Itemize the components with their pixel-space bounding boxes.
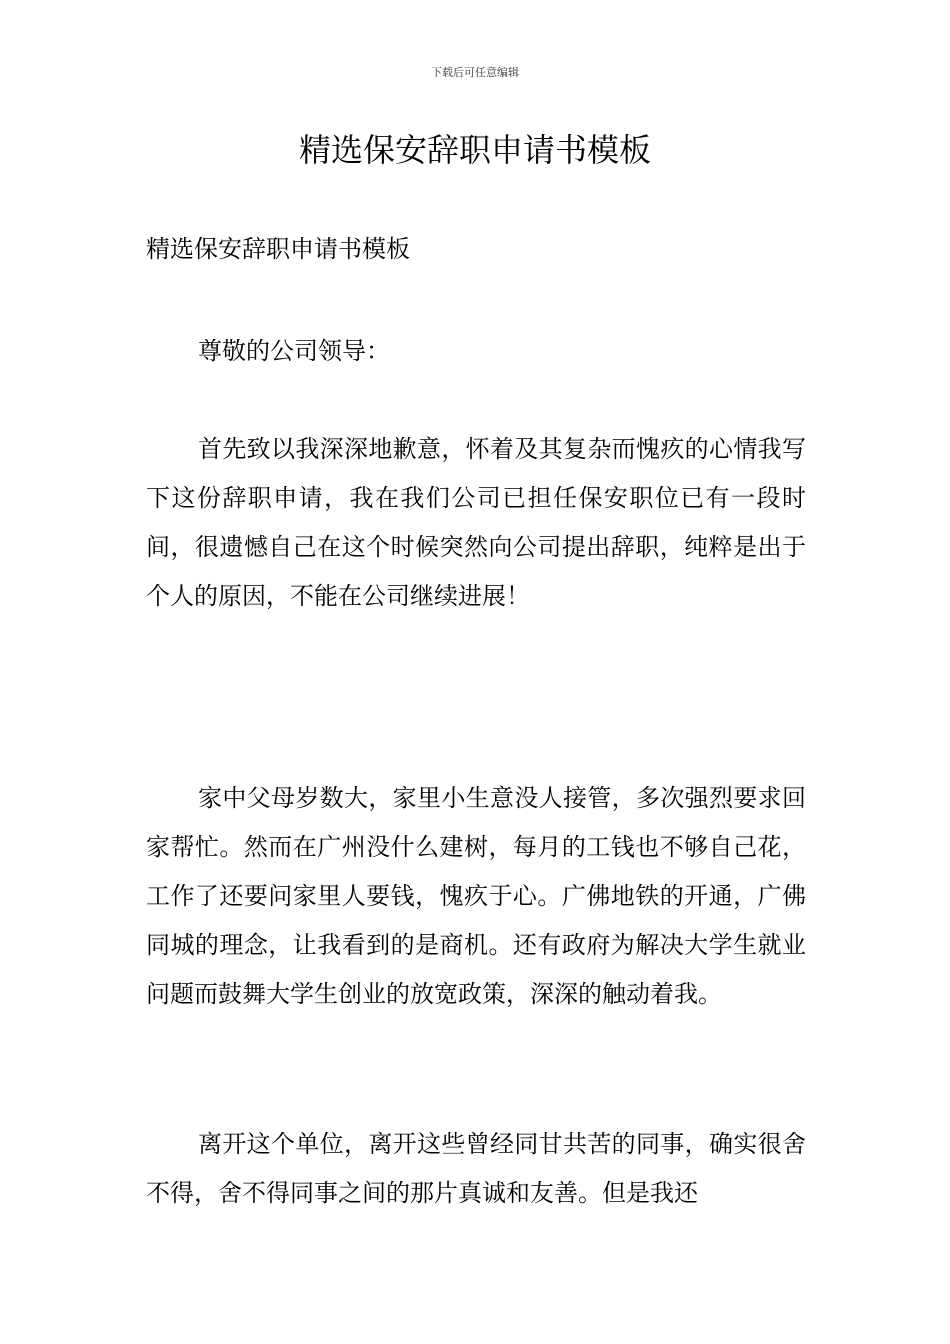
header-note: 下载后可任意编辑 bbox=[431, 66, 519, 79]
paragraph-2: 家中父母岁数大，家里小生意没人接管，多次强烈要求回家帮忙。然而在广州没什么建树，每月的工钱也不够自己花，工作了还要问家里人要钱，愧疚于心。广佛地铁的开通，广佛同城的理念，让我看到的是商机。还有政府为解决大学生就业问题而鼓舞大学生创业的放宽政策，深深的触动着我。 bbox=[146, 784, 806, 1008]
paragraph-1: 首先致以我深深地歉意，怀着及其复杂而愧疚的心情我写下这份辞职申请，我在我们公司已担任保安职位已有一段时间，很遗憾自己在这个时候突然向公司提出辞职，纯粹是出于个人的原因，不能在公司继续进展！ bbox=[146, 435, 806, 610]
document-title: 精选保安辞职申请书模板 bbox=[298, 131, 651, 169]
paragraph-3: 离开这个单位，离开这些曾经同甘共苦的同事，确实很舍不得，舍不得同事之间的那片真诚和友善。但是我还 bbox=[146, 1130, 806, 1207]
salutation: 尊敬的公司领导： bbox=[198, 337, 390, 365]
document-subtitle: 精选保安辞职申请书模板 bbox=[146, 235, 410, 263]
